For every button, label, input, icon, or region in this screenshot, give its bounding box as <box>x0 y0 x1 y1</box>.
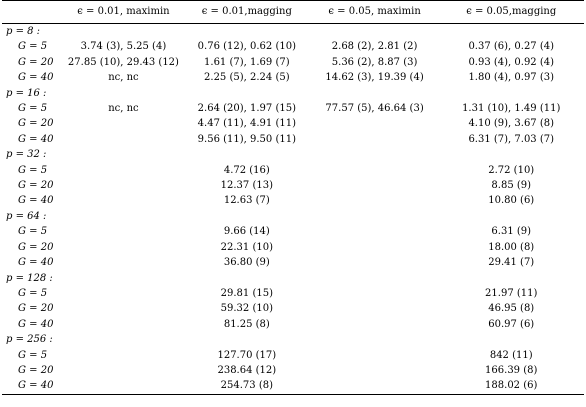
table-cell <box>183 147 311 162</box>
table-cell <box>311 271 439 286</box>
table-header <box>2 1 584 24</box>
table-cell <box>311 301 439 316</box>
table-cell: 29.81 (15) <box>220 287 273 299</box>
row-label: G = 20 <box>18 241 54 253</box>
table-cell: 9.66 (14) <box>223 226 270 238</box>
table-cell <box>64 255 183 270</box>
table-cell: 21.97 (11) <box>485 287 538 299</box>
table-cell: 5.36 (2), 8.87 (3) <box>331 56 418 68</box>
table-cell <box>438 271 584 286</box>
table-cell <box>183 332 311 347</box>
table-row <box>2 70 584 85</box>
table-cell <box>438 147 584 162</box>
table-cell <box>311 178 439 193</box>
table-row <box>2 286 584 301</box>
table-cell <box>64 271 183 286</box>
table-cell: 10.80 (6) <box>488 195 535 207</box>
row-label: G = 40 <box>18 133 54 145</box>
table-cell: 4.72 (16) <box>223 164 270 176</box>
table-cell <box>438 86 584 101</box>
table-group-row <box>2 271 584 286</box>
table-cell: nc, nc <box>108 72 139 84</box>
table-row <box>2 39 584 54</box>
table-row <box>2 317 584 332</box>
table-cell: 36.80 (9) <box>223 257 270 269</box>
table-cell <box>64 240 183 255</box>
table-cell <box>64 147 183 162</box>
table-cell <box>64 163 183 178</box>
table-cell <box>311 163 439 178</box>
table-cell: 22.31 (10) <box>220 241 273 253</box>
table-cell: 6.31 (7), 7.03 (7) <box>468 133 555 145</box>
table-cell: 4.10 (9), 3.67 (8) <box>468 118 555 130</box>
table-cell: 188.02 (6) <box>485 380 538 392</box>
table-cell <box>311 286 439 301</box>
table-row <box>2 301 584 316</box>
table-cell: nc, nc <box>108 103 139 115</box>
table-cell <box>183 24 311 40</box>
table-cell: 29.41 (7) <box>488 257 535 269</box>
table-cell: 59.32 (10) <box>220 303 273 315</box>
table-cell: 0.76 (12), 0.62 (10) <box>197 41 296 53</box>
table-row <box>2 116 584 131</box>
table-cell: 2.68 (2), 2.81 (2) <box>331 41 418 53</box>
table-row <box>2 163 584 178</box>
table-cell: 12.63 (7) <box>223 195 270 207</box>
table-cell <box>311 255 439 270</box>
header-cell-eps001-maximin: ϵ = 0.01, maximin <box>77 6 170 17</box>
table-cell: 77.57 (5), 46.64 (3) <box>325 103 424 115</box>
table-cell <box>311 378 439 394</box>
table-cell <box>311 224 439 239</box>
table-cell <box>311 240 439 255</box>
table-cell: 254.73 (8) <box>220 380 273 392</box>
table-cell: 3.74 (3), 5.25 (4) <box>80 41 167 53</box>
table-cell <box>183 86 311 101</box>
table-cell <box>438 24 584 40</box>
group-label: p = 256 : <box>6 334 53 346</box>
table-cell <box>64 286 183 301</box>
table-cell: 6.31 (9) <box>491 226 532 238</box>
table-group-row <box>2 209 584 224</box>
row-label: G = 40 <box>18 380 54 392</box>
table-group-row <box>2 24 584 40</box>
table-cell <box>183 271 311 286</box>
table-row <box>2 255 584 270</box>
table-cell: 8.85 (9) <box>491 180 532 192</box>
table-cell: 2.64 (20), 1.97 (15) <box>197 103 296 115</box>
table-cell <box>311 332 439 347</box>
table-cell <box>64 193 183 208</box>
table-cell: 4.47 (11), 4.91 (11) <box>197 118 296 130</box>
row-label: G = 5 <box>18 287 48 299</box>
table-cell: 842 (11) <box>489 349 533 361</box>
row-label: G = 5 <box>18 41 48 53</box>
row-label: G = 40 <box>18 72 54 84</box>
table-cell: 0.93 (4), 0.92 (4) <box>468 56 555 68</box>
table-cell: 166.39 (8) <box>485 364 538 376</box>
table-cell <box>64 301 183 316</box>
table-cell <box>64 86 183 101</box>
table-row <box>2 240 584 255</box>
header-cell-eps005-maximin: ϵ = 0.05, maximin <box>328 6 421 17</box>
table-body <box>2 24 584 395</box>
table-cell <box>64 363 183 378</box>
table-group-row <box>2 332 584 347</box>
row-label: G = 5 <box>18 226 48 238</box>
table-cell <box>311 363 439 378</box>
table-cell: 46.95 (8) <box>488 303 535 315</box>
row-label: G = 20 <box>18 364 54 376</box>
row-label: G = 5 <box>18 103 48 115</box>
row-label: G = 5 <box>18 349 48 361</box>
table-row <box>2 348 584 363</box>
table-cell <box>64 317 183 332</box>
table-cell: 60.97 (6) <box>488 318 535 330</box>
table-cell <box>64 332 183 347</box>
table-row <box>2 132 584 147</box>
row-label: G = 5 <box>18 164 48 176</box>
table-cell <box>64 178 183 193</box>
table-group-row <box>2 86 584 101</box>
table-cell: 1.31 (10), 1.49 (11) <box>462 103 561 115</box>
table-row <box>2 363 584 378</box>
table-cell <box>311 147 439 162</box>
row-label: G = 20 <box>18 56 54 68</box>
row-label: G = 40 <box>18 318 54 330</box>
table-cell: 1.61 (7), 1.69 (7) <box>204 56 290 68</box>
group-label: p = 8 : <box>6 26 41 37</box>
table-row <box>2 193 584 208</box>
table-cell <box>64 224 183 239</box>
table-cell <box>311 348 439 363</box>
table-cell <box>64 24 183 40</box>
table-cell: 14.62 (3), 19.39 (4) <box>325 72 424 84</box>
row-label: G = 20 <box>18 180 54 192</box>
row-label: G = 40 <box>18 195 54 207</box>
table-cell <box>438 209 584 224</box>
header-row <box>2 1 584 24</box>
table-cell: 9.56 (11), 9.50 (11) <box>197 133 296 145</box>
table-cell <box>311 193 439 208</box>
table-row <box>2 55 584 70</box>
table-row <box>2 178 584 193</box>
table-cell <box>64 116 183 131</box>
header-cell-eps005-magging: ϵ = 0.05,magging <box>466 6 557 17</box>
table-cell: 81.25 (8) <box>223 318 270 330</box>
table-cell: 2.72 (10) <box>488 164 535 176</box>
header-cell-corner <box>2 1 64 24</box>
table-cell: 18.00 (8) <box>488 241 535 253</box>
table-cell <box>311 317 439 332</box>
table-cell <box>64 378 183 394</box>
table-cell: 0.37 (6), 0.27 (4) <box>468 41 555 53</box>
row-label: G = 20 <box>18 118 54 130</box>
table-cell <box>311 86 439 101</box>
table-cell: 127.70 (17) <box>217 349 277 361</box>
table-cell <box>311 116 439 131</box>
group-label: p = 128 : <box>6 272 53 284</box>
header-cell-eps001-magging: ϵ = 0.01,magging <box>201 6 292 17</box>
table-row <box>2 378 584 394</box>
row-label: G = 20 <box>18 303 54 315</box>
table-cell <box>438 332 584 347</box>
table-cell: 1.80 (4), 0.97 (3) <box>468 72 555 84</box>
table-group-row <box>2 147 584 162</box>
table-cell: 27.85 (10), 29.43 (12) <box>67 56 179 68</box>
table-cell <box>64 132 183 147</box>
table-cell: 238.64 (12) <box>217 364 277 376</box>
table-cell: 2.25 (5), 2.24 (5) <box>204 72 290 84</box>
table-cell <box>311 209 439 224</box>
table-cell <box>64 209 183 224</box>
results-table <box>2 0 584 395</box>
row-label: G = 40 <box>18 257 54 269</box>
table-cell: 12.37 (13) <box>220 180 273 192</box>
group-label: p = 64 : <box>6 210 47 222</box>
table-row <box>2 224 584 239</box>
table-row <box>2 101 584 116</box>
table-cell <box>311 24 439 40</box>
table-cell <box>183 209 311 224</box>
group-label: p = 32 : <box>6 149 47 161</box>
group-label: p = 16 : <box>6 87 47 99</box>
table-cell <box>64 348 183 363</box>
table-cell <box>311 132 439 147</box>
